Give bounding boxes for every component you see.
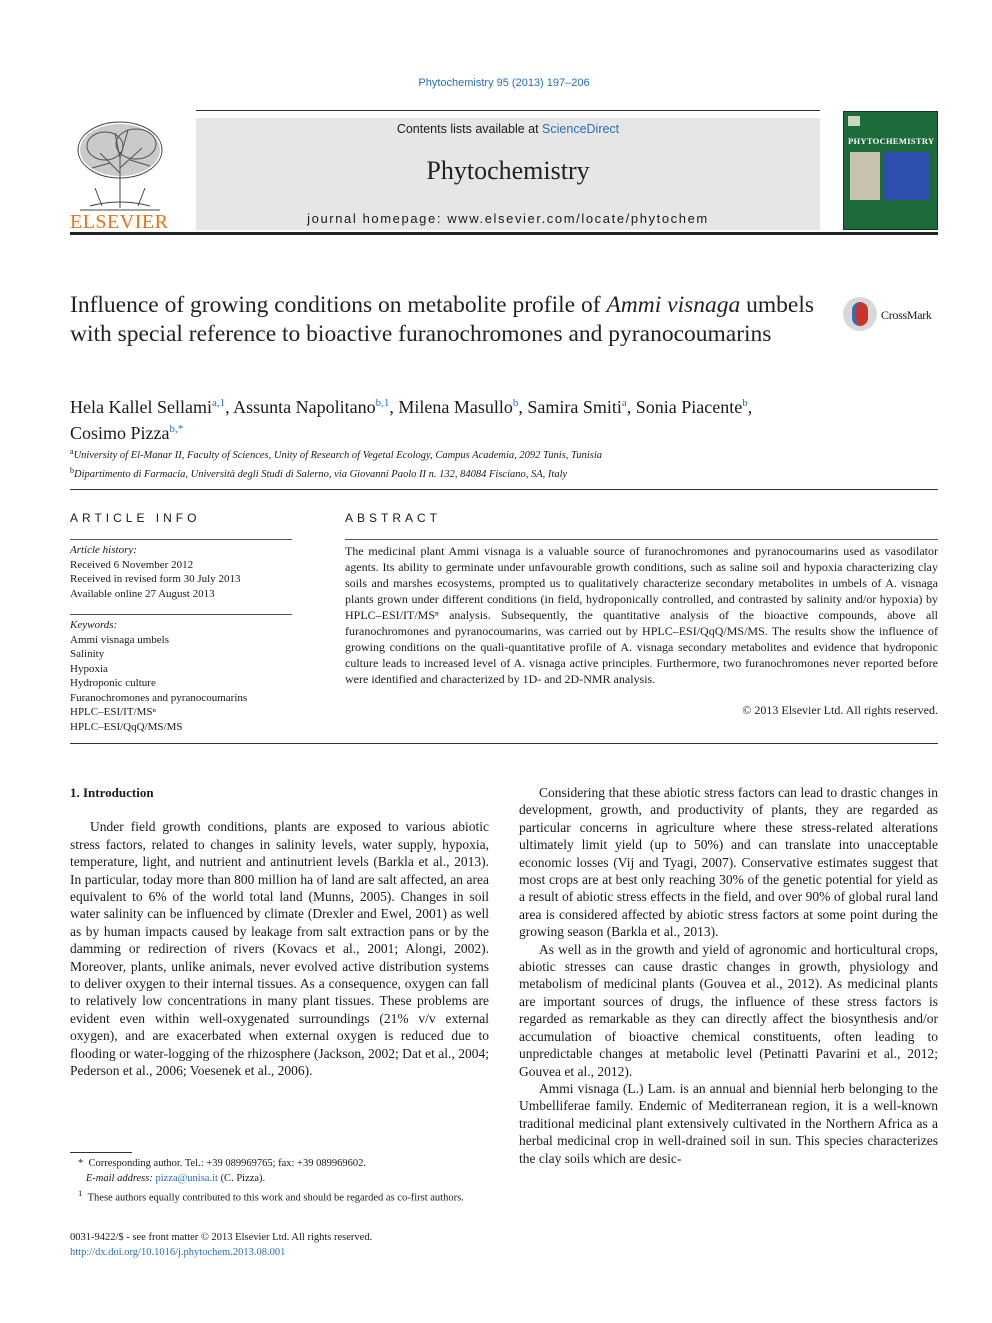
author-sup[interactable]: a	[621, 397, 627, 409]
keywords-label: Keywords:	[70, 619, 118, 631]
journal-homepage[interactable]: journal homepage: www.elsevier.com/locate/phytochem	[307, 211, 709, 226]
keyword-item: Furanochromones and pyranocoumarins	[70, 691, 248, 704]
author-name[interactable]: Assunta Napolitano	[233, 397, 376, 417]
affiliation-rule	[70, 489, 938, 490]
issn-line: 0031-9422/$ - see front matter © 2013 Elsevier Ltd. All rights reserved.	[70, 1232, 373, 1243]
section-heading: 1. Introduction	[70, 785, 154, 800]
keyword-item: HPLC–ESI/QqQ/MS/MS	[70, 720, 183, 733]
keyword-item: Hypoxia	[70, 662, 108, 675]
journal-citation[interactable]: Phytochemistry 95 (2013) 197–206	[418, 77, 590, 89]
body-column-right	[519, 784, 938, 1167]
abstract-heading: ABSTRACT	[345, 511, 442, 525]
journal-masthead	[196, 118, 820, 230]
masthead-rule	[70, 232, 938, 235]
affiliations	[70, 445, 930, 482]
affiliation-item	[70, 464, 930, 483]
author-name[interactable]: Sonia Piacente	[635, 397, 743, 417]
affiliation-item	[70, 445, 930, 464]
keyword-item: HPLC–ESI/IT/MSⁿ	[70, 706, 156, 718]
journal-name: Phytochemistry	[426, 156, 590, 185]
history-item: Available online 27 August 2013	[70, 587, 215, 600]
body-paragraph: As well as in the growth and yield of agronomic and horticultural crops, abiotic stresses can cause drastic changes in growth, physiology and metabolism of medicinal plants (Gouvea et al., 2012). As medicinal plants are important sources of drugs, the influence of these stress factors is regarded as remarkable as they can directly affect the biosynthesis and/or accumulation of bioactive chemical constituents, often leading to unpredictable changes at metabolic level (Petinatti Pavarini et al., 2012; Gouvea et al., 2012).	[519, 941, 938, 1079]
affiliation-text: Dipartimento di Farmacia, Università degli Studi di Salerno, via Giovanni Paolo II n. 132, 84084 Fisciano, SA, Italy	[74, 468, 568, 480]
author-name[interactable]: Samira Smiti	[527, 397, 622, 417]
footnote-equal: $^1$ These authors equally contributed to this work and should be regarded as co-first authors.	[78, 1188, 464, 1204]
elsevier-wordmark: ELSEVIER	[70, 211, 169, 233]
abstract-copyright: © 2013 Elsevier Ltd. All rights reserved.	[742, 703, 938, 717]
body-paragraph: Ammi visnaga (L.) Lam. is an annual and biennial herb belonging to the Umbelliferae family. Endemic of Mediterranean region, it is a well-known traditional medicinal plant extensively cultivated in the Northern Africa as a herbal medicinal crop in well-drained soil in sun. This species characterizes the clay soils which are desic-	[519, 1080, 938, 1166]
page-bottom-info	[70, 1230, 490, 1260]
equal-contribution-text: These authors equally contributed to this work and should be regarded as co-first authors.	[87, 1192, 464, 1204]
email-label: E-mail address:	[85, 1173, 153, 1184]
article-history	[70, 543, 292, 601]
keyword-item: Ammi visnaga umbels	[70, 633, 169, 646]
cover-image-left	[850, 152, 880, 200]
footnotes	[70, 1156, 489, 1206]
cover-title: PHYTOCHEMISTRY	[848, 136, 935, 146]
author-name[interactable]: Cosimo Pizza	[70, 423, 170, 443]
footnote-email	[70, 1171, 489, 1186]
keyword-item: Salinity	[70, 648, 105, 660]
author-sup[interactable]: b	[512, 397, 519, 409]
article-title: Influence of growing conditions on metabolite profile of Ammi visnaga umbels with special reference to bioactive furanochromones and pyranocoumarins	[70, 292, 815, 347]
article-info-heading: ARTICLE INFO	[70, 511, 201, 525]
body-paragraph: Considering that these abiotic stress factors can lead to drastic changes in development, growth, and productivity of plants, they are regarded as particular concerns in agriculture where these stress-related alterations ultimately limit yield (up to 50%) and can translate into unacceptable economic losses (Vij and Tyagi, 2007). Conservative estimates suggest that most crops are at best only reaching 30% of the genetic potential for yield as a result of abiotic stress effects in the field, and over 90% of global rural land area is considered affected by abiotic stress factors at some point during the growing season (Barkla et al., 2013).	[519, 785, 938, 940]
history-item: Received 6 November 2012	[70, 558, 194, 571]
affiliation-key: b	[70, 465, 74, 475]
contents-line	[196, 122, 820, 136]
keywords-block	[70, 618, 292, 734]
author-sup[interactable]: a,1	[211, 397, 226, 409]
contents-prefix: Contents lists available at	[396, 122, 543, 136]
crossmark-label: CrossMark	[881, 308, 932, 322]
cover-badge	[848, 116, 860, 126]
doi-link[interactable]: http://dx.doi.org/10.1016/j.phytochem.2013.08.001	[70, 1247, 286, 1258]
abstract-text	[345, 543, 938, 687]
email-link[interactable]: pizza@unisa.it	[155, 1173, 218, 1184]
keyword-item: Hydroponic culture	[70, 677, 156, 689]
author-list: Hela Kallel Sellami$^{a,1}$, Assunta Napolitano$^{b,1}$, Milena Masullo$^b$, Samira Smiti$^a$, Sonia Piacente$^b$, Cosimo Pizza$^{b,*}$	[70, 397, 753, 443]
sciencedirect-link[interactable]: ScienceDirect	[542, 122, 620, 136]
corresponding-text: Corresponding author. Tel.: +39 089969765; fax: +39 089969602.	[88, 1158, 366, 1169]
footnote-rule	[70, 1152, 132, 1153]
crossmark-icon	[843, 297, 877, 331]
journal-cover-thumbnail	[843, 111, 938, 230]
cover-image-right	[884, 152, 930, 200]
author-name[interactable]: Hela Kallel Sellami	[70, 397, 212, 417]
author-sup[interactable]: b,*	[169, 423, 184, 435]
body-column-left	[70, 784, 489, 1080]
history-label: Article history:	[70, 544, 137, 556]
email-suffix: (C. Pizza).	[220, 1173, 266, 1184]
abstract-rule	[345, 539, 938, 540]
top-rule	[196, 110, 820, 111]
author-name[interactable]: Milena Masullo	[398, 397, 513, 417]
history-item: Received in revised form 30 July 2013	[70, 573, 241, 585]
affiliation-key: a	[70, 447, 74, 456]
keywords-rule	[70, 614, 292, 615]
affiliation-text: University of El-Manar II, Faculty of Sciences, Unity of Research of Vegetal Ecology, Campus Academia, 2092 Tunis, Tunisia	[73, 450, 602, 461]
author-sup[interactable]: b,1	[375, 397, 390, 409]
crossmark-button[interactable]	[843, 297, 938, 333]
body-paragraph: Under field growth conditions, plants are exposed to various abiotic stress factors, related to changes in salinity levels, water supply, hypoxia, temperature, light, and nutrient and antinutrient levels (Barkla et al., 2013). In particular, today more than 800 million ha of land are salt affected, an area equivalent to 6% of the world total land (Munns, 2005). Changes in soil water salinity can be influenced by climate (Drexler and Ewel, 2001) as well as by human impacts caused by leakage from salt extraction pans or by the damming or redirection of rivers (Kovacs et al., 2001; Alongi, 2002). Moreover, plants, unlike animals, never evolved active distribution systems to deliver oxygen to their internal tissues. As a consequence, oxygen can fall to relatively low concentrations in many plant tissues. These problems are evident even within well-oxygenated surroundings (21% v/v external oxygen), and are exacerbated when external oxygen is reduced due to flooding or water-logging of the rhizosphere (Jackson, 2002; Dat et al., 2004; Pederson et al., 2006; Voesenek et al., 2006).	[70, 819, 489, 1079]
abstract-paragraph: The medicinal plant Ammi visnaga is a valuable source of furanochromones and pyranocoumarins used as vasodilator agents. Its ability to germinate under unfavourable growth conditions, such as saline soil and hypoxia characterizing clay soils and marshes ecosystems, prompted us to qualitatively characterize secondary metabolites in umbels of A. visnaga plants grown under different conditions (in field, hydroponically controlled, and contrasted by salinity and/or hypoxia) by HPLC–ESI/IT/MSⁿ analysis. Subsequently, the quantitative analysis of the bioactive compounds, above all furanochromones and pyranocoumarins, was carried out by HPLC–ESI/QqQ/MS/MS. The results show the influence of growing conditions on the quali-quantitative profile of A. visnaga secondary metabolites and evidence that hydroponic culture leads to increased level of A. visnaga active principles. Furthermore, two furanochromones never reported before were identified and characterized by 1D- and 2D-NMR analysis.	[345, 544, 938, 686]
article-info-rule	[70, 539, 292, 540]
author-sup[interactable]: b	[742, 397, 748, 409]
footnote-corresponding: * Corresponding author. Tel.: +39 089969765; fax: +39 089969602.	[78, 1158, 366, 1169]
abstract-bottom-rule	[70, 743, 938, 744]
